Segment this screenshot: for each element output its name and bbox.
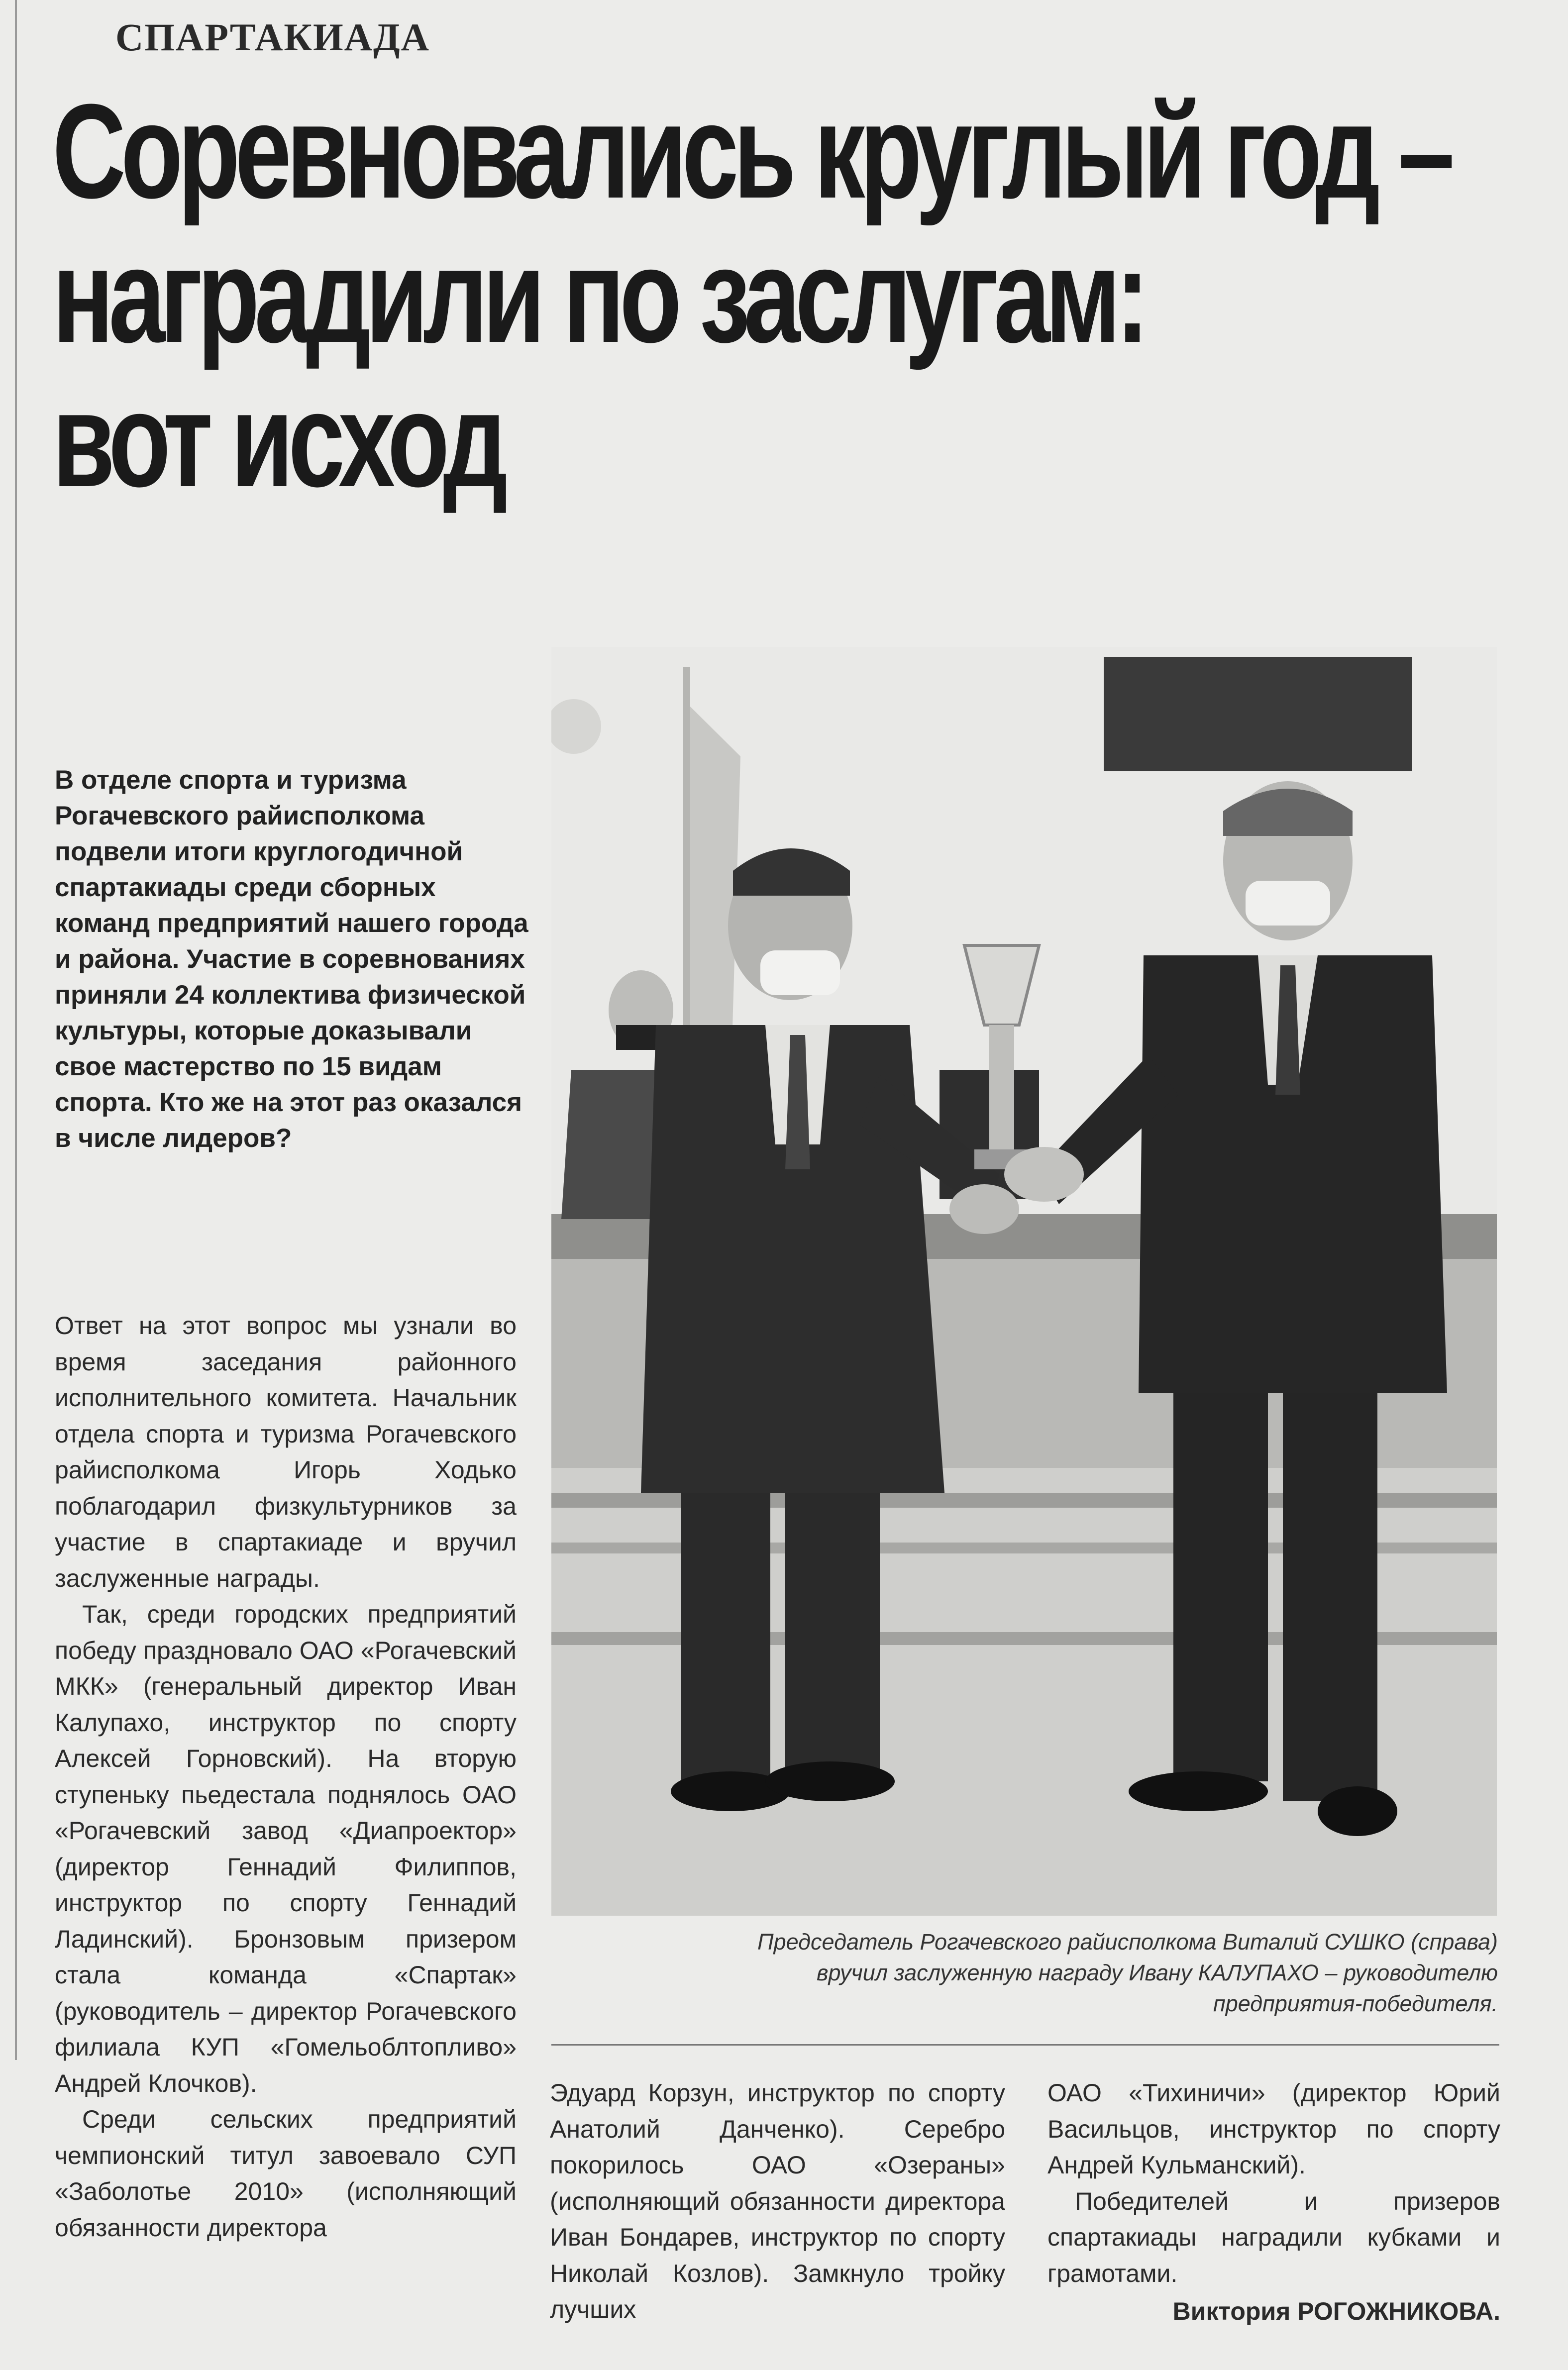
body-paragraph-2: Так, среди городских предприятий победу праздновало ОАО «Рогачевский МКК» (генеральный директор Иван Калупахо, инструктор по спорту Алексей Горновский). На вторую ступеньку пьедестала поднялось ОАО «Рогачевский завод «Диапроектор» (директор Геннадий Филиппов, инструктор по спорту Геннадий Ладинский). Бронзовым призером стала команда «Спартак» (руководитель – директор Рогачевского филиала КУП «Гомельоблтопливо» Андрей Клочков). bbox=[55, 1600, 517, 2097]
lead-paragraph bbox=[55, 762, 532, 1156]
column-rule bbox=[15, 0, 17, 2060]
award-ceremony-illustration bbox=[551, 647, 1497, 1916]
caption-line-3: предприятия-победителя. bbox=[1213, 1991, 1498, 2016]
headline-line-3: вот исход bbox=[52, 365, 503, 515]
body-column-2 bbox=[550, 2075, 1005, 2328]
lead-text: В отделе спорта и туризма Рогачевского райисполкома подвели итоги круглогодичной спартакиады среди сборных команд предприятий нашего города и района. Участие в соревнованиях приняли 24 коллектива физической культуры, которые доказывали свое мастерство по 15 видам спорта. Кто же на этот раз оказался в числе лидеров? bbox=[55, 765, 528, 1153]
caption-line-1: Председатель Рогачевского райисполкома Виталий СУШКО (справа) bbox=[757, 1929, 1498, 1955]
article-author: Виктория РОГОЖНИКОВА. bbox=[1172, 2297, 1500, 2325]
photo-caption bbox=[557, 1927, 1498, 2019]
body-paragraph-3b: Эдуард Корзун, инструктор по спорту Анатолий Данченко). Серебро покорилось ОАО «Озераны» (исполняющий обязанности директора Иван Бондарев, инструктор по спорту Николай Козлов). Замкнуло тройку лучших bbox=[550, 2079, 1005, 2323]
body-column-3 bbox=[1047, 2075, 1500, 2330]
body-paragraph-1: Ответ на этот вопрос мы узнали во время заседания районного исполнительного комитета. Начальник отдела спорта и туризма Рогачевского райисполкома Игорь Ходько поблагодарил физкультурников за участие в спартакиаде и вручил заслуженные награды. bbox=[55, 1312, 517, 1592]
article-photo bbox=[551, 647, 1497, 1916]
article-headline bbox=[52, 77, 1450, 515]
section-rubric: СПАРТАКИАДА bbox=[115, 15, 430, 59]
headline-line-1: Соревновались круглый год – bbox=[52, 77, 1450, 226]
body-paragraph-4: Победителей и призеров спартакиады наградили кубками и грамотами. bbox=[1047, 2187, 1500, 2287]
headline-line-2: наградили по заслугам: bbox=[52, 221, 1145, 371]
body-paragraph-3a: Среди сельских предприятий чемпионский титул завоевало СУП «Заболотье 2010» (исполняющий обязанности директора bbox=[55, 2105, 517, 2242]
caption-divider bbox=[551, 2044, 1499, 2046]
body-column-1 bbox=[55, 1308, 517, 2246]
caption-line-2: вручил заслуженную награду Ивану КАЛУПАХО – руководителю bbox=[816, 1960, 1498, 1985]
body-paragraph-3c: ОАО «Тихиничи» (директор Юрий Васильцов, инструктор по спорту Андрей Кульманский). bbox=[1047, 2079, 1500, 2179]
